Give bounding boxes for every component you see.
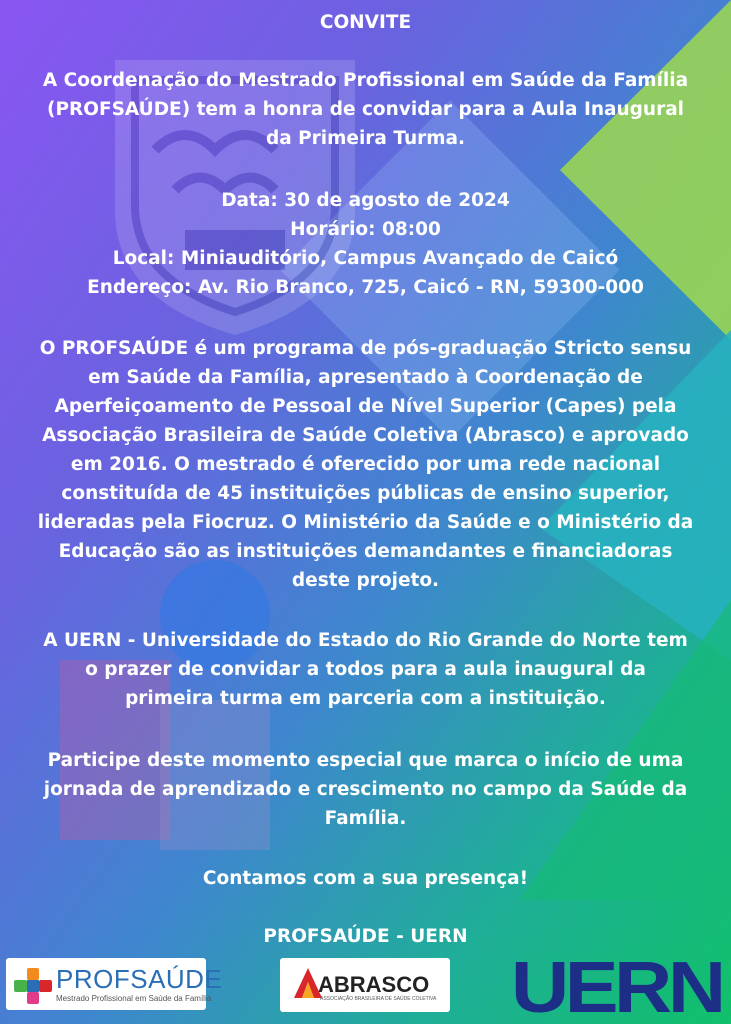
participate-line: Família. xyxy=(324,808,407,829)
event-location: Local: Miniauditório, Campus Avançado de Caicó xyxy=(112,248,619,269)
intro-line: (PROFSAÚDE) tem a honra de convidar para a Aula Inaugural xyxy=(46,99,685,120)
about-line: deste projeto. xyxy=(291,570,440,591)
participate-paragraph xyxy=(0,746,731,833)
about-line: em 2016. O mestrado é oferecido por uma rede nacional xyxy=(70,454,661,475)
about-line: Aperfeiçoamento de Pessoal de Nível Superior (Capes) pela xyxy=(54,396,677,417)
participate-line: Participe deste momento especial que marca o início de uma xyxy=(47,750,684,771)
about-line: constituída de 45 instituições públicas de ensino superior, xyxy=(61,483,670,504)
abrasco-logo xyxy=(280,958,450,1012)
uern-line: A UERN - Universidade do Estado do Rio Grande do Norte tem xyxy=(43,630,688,651)
event-address: Endereço: Av. Rio Branco, 725, Caicó - RN, 59300-000 xyxy=(87,277,644,298)
uern-paragraph xyxy=(0,626,731,713)
uern-line: primeira turma em parceria com a instituição. xyxy=(125,688,606,709)
uern-logo xyxy=(511,948,723,1028)
about-line: lideradas pela Fiocruz. O Ministério da Saúde e o Ministério da xyxy=(37,512,694,533)
uern-logo-text: UERN xyxy=(511,948,722,1028)
abrasco-logo-subtitle: ASSOCIAÇÃO BRASILEIRA DE SAÚDE COLETIVA xyxy=(320,996,437,1002)
closing-line: Contamos com a sua presença! xyxy=(202,868,529,889)
intro-paragraph xyxy=(0,66,731,153)
profsaude-logo-name: PROFSAÚDE xyxy=(56,964,223,994)
about-paragraph xyxy=(0,334,731,595)
signature-line: PROFSAÚDE - UERN xyxy=(263,926,468,947)
event-details xyxy=(0,186,731,302)
about-line: Educação são as instituições demandantes e financiadoras xyxy=(58,541,673,562)
uern-line: o prazer de convidar a todos para a aula inaugural da xyxy=(85,659,646,680)
event-date: Data: 30 de agosto de 2024 xyxy=(221,190,510,211)
intro-line: A Coordenação do Mestrado Profissional em Saúde da Família xyxy=(42,70,689,91)
participate-line: jornada de aprendizado e crescimento no campo da Saúde da xyxy=(43,779,688,800)
invitation-title: CONVITE xyxy=(319,12,412,33)
plus-cross-icon xyxy=(14,968,52,1004)
about-line: Associação Brasileira de Saúde Coletiva (Abrasco) e aprovado xyxy=(42,425,689,446)
profsaude-logo xyxy=(6,958,223,1010)
abrasco-logo-name: ABRASCO xyxy=(318,972,430,997)
profsaude-logo-subtitle: Mestrado Profissional em Saúde da Família xyxy=(56,994,212,1003)
about-line: O PROFSAÚDE é um programa de pós-graduação Stricto sensu xyxy=(39,338,692,359)
about-line: em Saúde da Família, apresentado à Coordenação de xyxy=(88,367,643,388)
event-time: Horário: 08:00 xyxy=(290,219,441,240)
intro-line: da Primeira Turma. xyxy=(265,128,466,149)
